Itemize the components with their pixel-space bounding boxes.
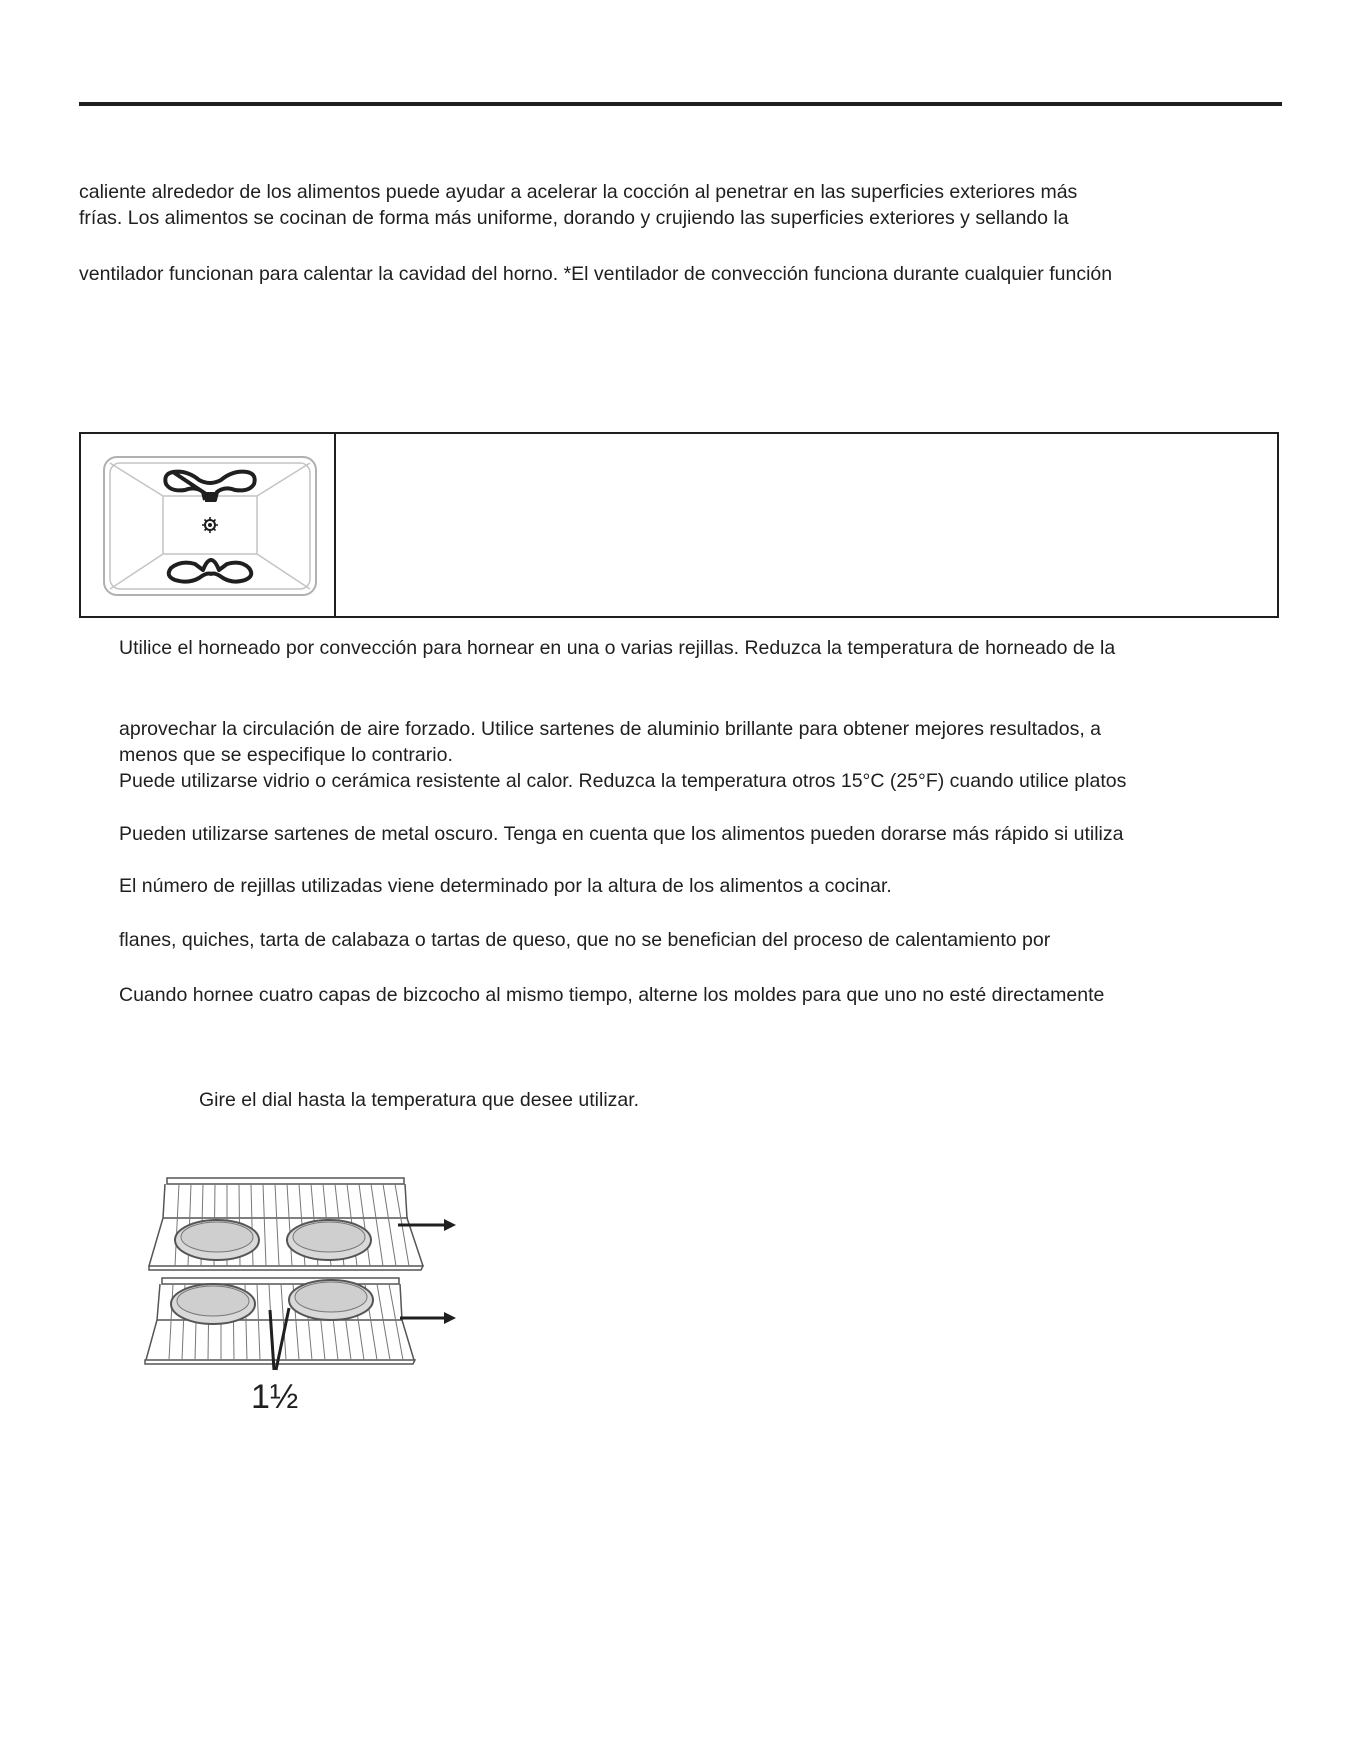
step-text: Gire el dial hasta la temperatura que desee utilizar. <box>199 1089 640 1111</box>
tip-4: Pueden utilizarse sartenes de metal oscuro. Tenga en cuenta que los alimentos pueden dorarse más rápido si utiliza <box>119 823 1124 845</box>
oven-convection-bake-icon <box>103 456 317 596</box>
tip-2-line-1: aprovechar la circulación de aire forzado. Utilice sartenes de aluminio brillante para obtener mejores resultados, a <box>119 718 1102 740</box>
tip-7: Cuando hornee cuatro capas de bizcocho al mismo tiempo, alterne los moldes para que uno no esté directamente <box>119 984 1105 1006</box>
box-divider <box>334 434 336 616</box>
tip-3: Puede utilizarse vidrio o cerámica resistente al calor. Reduzca la temperatura otros 15°C (25°F) cuando utilice platos <box>119 770 1127 792</box>
intro-line-1: caliente alrededor de los alimentos puede ayudar a acelerar la cocción al penetrar en las superficies exteriores más <box>79 181 1078 203</box>
header-rule <box>79 102 1282 106</box>
intro-line-3: ventilador funcionan para calentar la cavidad del horno. *El ventilador de convección funciona durante cualquier función <box>79 263 1113 285</box>
tip-2-line-2: menos que se especifique lo contrario. <box>119 744 453 766</box>
tip-6: flanes, quiches, tarta de calabaza o tartas de queso, que no se benefician del proceso de calentamiento por <box>119 929 1051 951</box>
intro-line-2: frías. Los alimentos se cocinan de forma más uniforme, dorando y crujiendo las superficies exteriores y sellando la <box>79 207 1069 229</box>
tip-1: Utilice el horneado por convección para hornear en una o varias rejillas. Reduzca la temperatura de horneado de la <box>119 637 1116 659</box>
staggered-racks-illustration <box>143 1170 473 1420</box>
spacing-label: 1½ <box>251 1378 299 1416</box>
tip-5: El número de rejillas utilizadas viene determinado por la altura de los alimentos a cocinar. <box>119 875 892 897</box>
convection-bake-box <box>79 432 1279 618</box>
